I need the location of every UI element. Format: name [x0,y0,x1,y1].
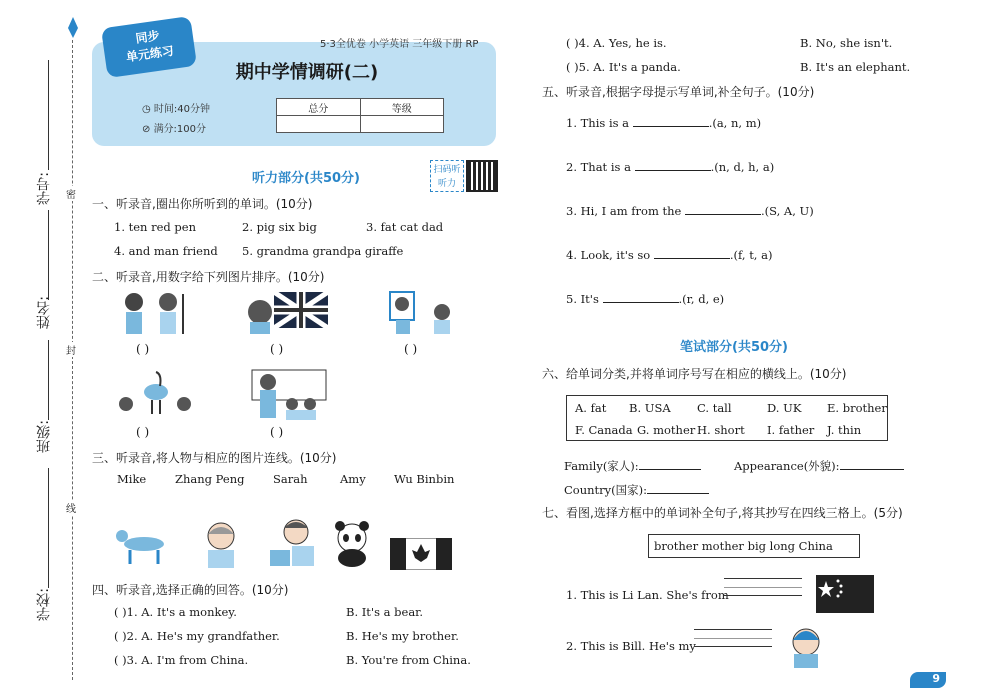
q4-item-2-b[interactable]: B. He's my brother. [346,629,459,643]
rocket-icon [64,16,82,40]
q5-blank-1[interactable] [633,126,709,127]
q4-item-1-a[interactable]: ( )1. A. It's a monkey. [114,605,237,619]
panda-picture[interactable] [330,520,374,568]
q3-title: 三、听录音,将人物与相应的图片连线。(10分) [92,451,337,465]
q5-item-2: 2. That is a .(n, d, h, a) [566,160,775,174]
page-number: 9 [910,672,946,688]
q4-item-4-b[interactable]: B. No, she isn't. [800,36,893,50]
boy-picture [786,624,826,668]
q7-four-line-2[interactable] [694,629,772,647]
q4-item-2-a[interactable]: ( )2. A. He's my grandfather. [114,629,280,643]
q5-title: 五、听录音,根据字母提示写单词,补全句子。(10分) [542,85,815,99]
q3-name-2[interactable]: Zhang Peng [175,472,245,486]
q4-title: 四、听录音,选择正确的回答。(10分) [92,583,289,597]
q4-item-1-b[interactable]: B. It's a bear. [346,605,424,619]
series-label: 5·3全优卷 小学英语 三年级下册 RP [320,39,479,50]
q1-item-4[interactable]: 4. and man friend [114,244,218,258]
q2-title: 二、听录音,用数字给下列图片排序。(10分) [92,270,325,284]
q5-item-1: 1. This is a .(a, n, m) [566,116,762,130]
ostrich-picture [116,370,194,420]
listening-title: 听力部分(共50分) [252,171,360,186]
check-icon: ⊘ [142,124,154,135]
q6-word-box [566,395,888,441]
q1-item-1[interactable]: 1. ten red pen [114,220,197,234]
score-table [276,98,444,133]
q7-sentence-1: 1. This is Li Lan. She's from [566,588,729,602]
q1-title: 一、听录音,圈出你所听到的单词。(10分) [92,197,313,211]
q5-item-4: 4. Look, it's so .(f, t, a) [566,248,773,262]
kids-picture-1 [116,290,194,338]
q5-item-3: 3. Hi, I am from the .(S, A, U) [566,204,814,218]
q5-blank-3[interactable] [685,214,761,215]
q7-word-box: brother mother big long China [648,534,860,558]
full-score-label: ⊘ 满分:100分 [142,124,207,135]
china-flag-picture [816,575,874,613]
score-grade-cell[interactable] [360,116,444,133]
page-title: 期中学情调研(二) [235,62,379,83]
q6-word-g: G. mother [637,423,696,437]
q2-answer-2[interactable]: ( ) [270,342,284,356]
q6-country: Country(国家): [564,482,709,498]
writing-title: 笔试部分(共50分) [680,340,788,355]
q5-item-5: 5. It's .(r, d, e) [566,292,725,306]
q2-answer-1[interactable]: ( ) [136,342,150,356]
q6-title: 六、给单词分类,并将单词序号写在相应的横线上。(10分) [542,367,847,381]
scan-label: 扫码听听力 [430,160,464,192]
q4-item-3-b[interactable]: B. You're from China. [346,653,471,667]
q1-item-2[interactable]: 2. pig six big [242,220,317,234]
q4-item-5-a[interactable]: ( )5. A. It's a panda. [566,60,681,74]
uk-flag-picture [246,290,330,336]
portrait-picture [386,290,458,336]
unit-badge: 同步 单元练习 [101,16,197,78]
q4-item-3-a[interactable]: ( )3. A. I'm from China. [114,653,249,667]
q5-blank-2[interactable] [635,170,711,171]
q6-word-h: H. short [697,423,745,437]
q6-word-j: J. thin [827,423,862,437]
time-label: ◷ 时间:40分钟 [142,104,210,115]
q3-name-4[interactable]: Amy [340,472,366,486]
q6-word-a: A. fat [575,401,607,415]
q5-blank-4[interactable] [654,258,730,259]
name-label: 姓名: [36,296,52,329]
q5-blank-5[interactable] [603,302,679,303]
q2-answer-5[interactable]: ( ) [270,425,284,439]
q7-sentence-2: 2. This is Bill. He's my [566,639,696,653]
seal-mark-2: 封 [66,342,76,357]
student-no-label: 学号: [36,172,52,205]
q7-title: 七、看图,选择方框中的单词补全句子,将其抄写在四线三格上。(5分) [542,506,903,520]
score-total-cell[interactable] [277,116,361,133]
name-line [48,210,49,300]
canada-flag-picture[interactable] [390,538,452,570]
q2-answer-3[interactable]: ( ) [404,342,418,356]
class-line [48,340,49,420]
q6-family: Family(家人): [564,458,701,474]
q3-name-1[interactable]: Mike [117,472,147,486]
q6-country-blank[interactable] [647,493,709,494]
school-label: 学校: [36,588,52,621]
clock-icon: ◷ [142,104,154,115]
class-label: 班级: [36,420,52,453]
school-line [48,468,49,588]
q7-four-line-1[interactable] [724,578,802,596]
q1-item-5[interactable]: 5. grandma grandpa giraffe [242,244,404,258]
q4-item-4-a[interactable]: ( )4. A. Yes, he is. [566,36,667,50]
score-grade-header: 等级 [360,99,444,116]
q6-word-c: C. tall [697,401,732,415]
qr-code-icon[interactable] [466,160,498,192]
q6-word-d: D. UK [767,401,802,415]
q6-appearance-blank[interactable] [840,469,904,470]
q2-answer-4[interactable]: ( ) [136,425,150,439]
teacher-picture [250,368,328,422]
q6-appearance: Appearance(外貌): [734,458,904,474]
q1-item-3[interactable]: 3. fat cat dad [366,220,444,234]
dog-picture[interactable] [114,520,174,570]
q6-word-e: E. brother [827,401,887,415]
q3-name-3[interactable]: Sarah [273,472,308,486]
boy-reading-picture[interactable] [266,516,322,570]
q6-word-b: B. USA [629,401,671,415]
seal-mark-1: 密 [66,186,76,201]
seal-mark-3: 线 [66,500,76,515]
q6-word-i: I. father [767,423,815,437]
q6-family-blank[interactable] [639,469,701,470]
score-total-header: 总分 [277,99,361,116]
binding-dashed-line [72,40,73,680]
student-no-line [48,60,49,170]
q4-item-5-b[interactable]: B. It's an elephant. [800,60,911,74]
grandpa-picture[interactable] [196,518,246,570]
q3-name-5[interactable]: Wu Binbin [394,472,455,486]
q6-word-f: F. Canada [575,423,633,437]
